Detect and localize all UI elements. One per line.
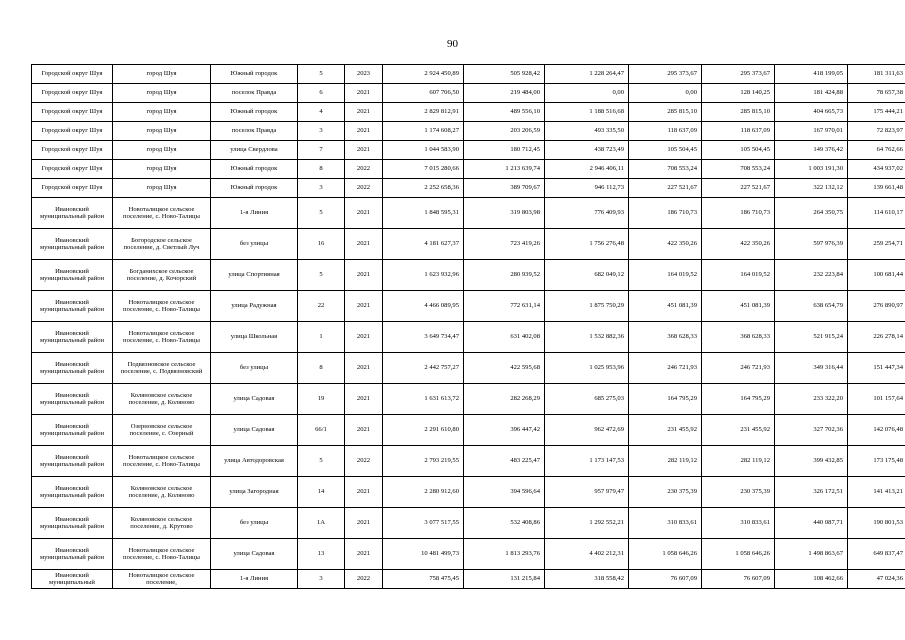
table-cell: улица Свердлова [211, 141, 298, 160]
table-cell: Городской округ Шуя [32, 122, 113, 141]
table-cell: 319 803,98 [464, 198, 545, 229]
table-cell: 164 019,52 [702, 260, 775, 291]
table-cell: без улицы [211, 353, 298, 384]
table-cell: Ивановский муниципальный район [32, 446, 113, 477]
table-cell: без улицы [211, 508, 298, 539]
table-cell: Городской округ Шуя [32, 160, 113, 179]
table-cell: 118 637,09 [702, 122, 775, 141]
table-cell: 0,00 [545, 84, 629, 103]
table-cell: Ивановский муниципальный район [32, 508, 113, 539]
table-cell: 282 119,12 [629, 446, 702, 477]
table-cell: 128 140,25 [702, 84, 775, 103]
table-cell: 186 710,73 [629, 198, 702, 229]
table-cell: Южный городок [211, 179, 298, 198]
table-cell: 139 661,48 [848, 179, 905, 198]
table-cell: Ивановский муниципальный [32, 570, 113, 589]
table-row [32, 322, 905, 353]
table-cell: 1 532 882,36 [545, 322, 629, 353]
table-cell: 2021 [345, 508, 383, 539]
table-cell: 4 181 627,37 [383, 229, 464, 260]
table-cell: 227 521,67 [702, 179, 775, 198]
table-row [32, 229, 905, 260]
table-cell: 203 206,59 [464, 122, 545, 141]
table-cell: 394 596,64 [464, 477, 545, 508]
table-cell: 285 815,10 [629, 103, 702, 122]
table-cell: 19 [298, 384, 345, 415]
table-cell: 282 119,12 [702, 446, 775, 477]
table-cell: 230 375,39 [702, 477, 775, 508]
table-cell: 3 [298, 179, 345, 198]
table-cell: 114 610,17 [848, 198, 905, 229]
table-cell: улица Загородная [211, 477, 298, 508]
table-cell: 776 409,93 [545, 198, 629, 229]
table-cell: Городской округ Шуя [32, 141, 113, 160]
table-cell: Ивановский муниципальный район [32, 384, 113, 415]
table-row [32, 384, 905, 415]
table-cell: улица Садовая [211, 539, 298, 570]
table-cell: 246 721,93 [702, 353, 775, 384]
table-cell: 1 292 552,21 [545, 508, 629, 539]
table-cell: 2 291 610,80 [383, 415, 464, 446]
table-cell: 2021 [345, 384, 383, 415]
table-cell: 772 631,14 [464, 291, 545, 322]
table-cell: 181 424,88 [775, 84, 848, 103]
table-cell: 708 553,24 [702, 160, 775, 179]
table-cell: 1 003 191,30 [775, 160, 848, 179]
table-row [32, 415, 905, 446]
table-cell: 685 275,03 [545, 384, 629, 415]
table-cell: 1 813 293,76 [464, 539, 545, 570]
table-cell: 708 553,24 [629, 160, 702, 179]
table-cell: 434 937,02 [848, 160, 905, 179]
table-cell: 396 447,42 [464, 415, 545, 446]
table-cell: 521 915,24 [775, 322, 848, 353]
table-cell: 2 442 757,27 [383, 353, 464, 384]
table-cell: 438 723,49 [545, 141, 629, 160]
table-cell: 1 875 750,29 [545, 291, 629, 322]
table-cell: 1 228 264,47 [545, 65, 629, 84]
table-cell: Ивановский муниципальный район [32, 198, 113, 229]
table-cell: 3 077 517,55 [383, 508, 464, 539]
table-cell: 8 [298, 160, 345, 179]
table-cell: 631 402,08 [464, 322, 545, 353]
table-cell: 2022 [345, 160, 383, 179]
table-cell: 2021 [345, 229, 383, 260]
table-cell: 2021 [345, 122, 383, 141]
table-cell: улица Садовая [211, 415, 298, 446]
table-cell: 142 076,48 [848, 415, 905, 446]
table-cell: 2022 [345, 179, 383, 198]
table-cell: 404 665,73 [775, 103, 848, 122]
table-cell: 230 375,39 [629, 477, 702, 508]
table-cell: 7 015 280,66 [383, 160, 464, 179]
table-cell: 1 173 147,53 [545, 446, 629, 477]
table-cell: 2021 [345, 291, 383, 322]
table-cell: 4 466 089,95 [383, 291, 464, 322]
table-cell: 167 970,01 [775, 122, 848, 141]
table-cell: 47 024,36 [848, 570, 905, 589]
table-cell: 638 654,79 [775, 291, 848, 322]
table-cell: 2 252 658,36 [383, 179, 464, 198]
table-cell: 1 025 953,96 [545, 353, 629, 384]
table-cell: 264 350,75 [775, 198, 848, 229]
table-cell: 5 [298, 65, 345, 84]
table-cell: 108 462,66 [775, 570, 848, 589]
table-cell: 682 049,12 [545, 260, 629, 291]
table-cell: Коляновское сельское поселение, д. Коляново [113, 477, 211, 508]
table-cell: 1А [298, 508, 345, 539]
table-cell: 2 280 912,60 [383, 477, 464, 508]
table-row [32, 122, 905, 141]
table-cell: 259 254,71 [848, 229, 905, 260]
table-cell: 66/1 [298, 415, 345, 446]
table-cell: 175 444,21 [848, 103, 905, 122]
table-cell: 349 316,44 [775, 353, 848, 384]
table-cell: 232 223,84 [775, 260, 848, 291]
table-cell: 186 710,73 [702, 198, 775, 229]
table-cell: 422 350,26 [702, 229, 775, 260]
table-cell: 5 [298, 446, 345, 477]
table-cell: 368 628,33 [702, 322, 775, 353]
table-cell: 957 979,47 [545, 477, 629, 508]
table-cell: 318 558,42 [545, 570, 629, 589]
table-cell: 451 081,39 [629, 291, 702, 322]
table-cell: 607 706,50 [383, 84, 464, 103]
table-cell: 422 350,26 [629, 229, 702, 260]
table-cell: Коляновское сельское поселение, д. Коляново [113, 384, 211, 415]
table-cell: 597 976,39 [775, 229, 848, 260]
table-cell: 2021 [345, 353, 383, 384]
table-cell: 2022 [345, 446, 383, 477]
table-cell: 2022 [345, 570, 383, 589]
table-cell: Новоталицкое сельское поселение, [113, 570, 211, 589]
table-cell: 1 188 516,68 [545, 103, 629, 122]
table-row [32, 260, 905, 291]
table-cell: 13 [298, 539, 345, 570]
table-cell: 440 087,71 [775, 508, 848, 539]
table-cell: Ивановский муниципальный район [32, 353, 113, 384]
table-cell: 105 504,45 [629, 141, 702, 160]
table-cell: 0,00 [629, 84, 702, 103]
table-row [32, 103, 905, 122]
table-cell: 2021 [345, 103, 383, 122]
table-cell: Ивановский муниципальный район [32, 322, 113, 353]
table-cell: 2021 [345, 539, 383, 570]
table-cell: 295 373,67 [629, 65, 702, 84]
table-cell: 2021 [345, 198, 383, 229]
table-cell: Коляновское сельское поселение, д. Крутово [113, 508, 211, 539]
table-cell: 326 172,51 [775, 477, 848, 508]
table-cell: 1 058 646,26 [629, 539, 702, 570]
table-cell: 389 709,67 [464, 179, 545, 198]
table-cell: улица Автодоровская [211, 446, 298, 477]
table-row [32, 539, 905, 570]
table-cell: 1-я Линия [211, 570, 298, 589]
table-cell: 1 044 583,90 [383, 141, 464, 160]
table-row [32, 65, 905, 84]
table-cell: улица Радужная [211, 291, 298, 322]
table-cell: 164 795,29 [629, 384, 702, 415]
table-cell: 64 762,66 [848, 141, 905, 160]
table-cell: 164 019,52 [629, 260, 702, 291]
table-cell: 231 455,92 [702, 415, 775, 446]
table-cell: 14 [298, 477, 345, 508]
table-cell: 22 [298, 291, 345, 322]
table-row [32, 446, 905, 477]
table-cell: 4 402 212,31 [545, 539, 629, 570]
table-cell: 180 712,45 [464, 141, 545, 160]
table-cell: 1 848 595,31 [383, 198, 464, 229]
table-cell: 649 837,47 [848, 539, 905, 570]
table-cell: 1 631 613,72 [383, 384, 464, 415]
table-cell: Новоталицкое сельское поселение, с. Ново-Талицы [113, 322, 211, 353]
table-cell: Ивановский муниципальный район [32, 291, 113, 322]
table-row [32, 198, 905, 229]
table-row [32, 179, 905, 198]
table-cell: Богданихское сельское поселение, д. Кочорский [113, 260, 211, 291]
table-cell: Ивановский муниципальный район [32, 229, 113, 260]
table-cell: 276 890,97 [848, 291, 905, 322]
table-cell: 1 498 863,67 [775, 539, 848, 570]
table-cell: 141 413,21 [848, 477, 905, 508]
table-cell: город Шуя [113, 160, 211, 179]
table-cell: 2 946 406,11 [545, 160, 629, 179]
table-cell: 4 [298, 103, 345, 122]
table-cell: 723 419,26 [464, 229, 545, 260]
table-cell: 1-я Линия [211, 198, 298, 229]
table-cell: 310 833,61 [629, 508, 702, 539]
table-cell: 226 278,14 [848, 322, 905, 353]
table-cell: город Шуя [113, 103, 211, 122]
table-cell: Новоталицкое сельское поселение, с. Ново-Талицы [113, 446, 211, 477]
table-cell: 2 829 812,91 [383, 103, 464, 122]
table-cell: Южный городок [211, 103, 298, 122]
table-cell: улица Садовая [211, 384, 298, 415]
table-cell: 280 939,52 [464, 260, 545, 291]
table-cell: Южный городок [211, 160, 298, 179]
table-cell: улица Спортивная [211, 260, 298, 291]
table-cell: 399 432,85 [775, 446, 848, 477]
table-cell: Озерновское сельское поселение, с. Озерный [113, 415, 211, 446]
table-cell: 190 801,53 [848, 508, 905, 539]
table-cell: поселок Правда [211, 122, 298, 141]
table-cell: 1 756 276,48 [545, 229, 629, 260]
table-cell: 322 132,12 [775, 179, 848, 198]
table-cell: 962 472,69 [545, 415, 629, 446]
table-cell: 151 447,34 [848, 353, 905, 384]
table-cell: Новоталицкое сельское поселение, с. Ново-Талицы [113, 198, 211, 229]
table-cell: 310 833,61 [702, 508, 775, 539]
table-cell: 100 681,44 [848, 260, 905, 291]
table-cell: 2021 [345, 84, 383, 103]
table-cell: 532 408,86 [464, 508, 545, 539]
table-row [32, 84, 905, 103]
table-cell: 2021 [345, 141, 383, 160]
table-cell: 327 702,36 [775, 415, 848, 446]
table-cell: 3 649 734,47 [383, 322, 464, 353]
table-cell: 105 504,45 [702, 141, 775, 160]
table-cell: 2 793 219,55 [383, 446, 464, 477]
table-cell: 181 311,63 [848, 65, 905, 84]
table-row [32, 160, 905, 179]
table-cell: 2021 [345, 260, 383, 291]
table-cell: 418 199,05 [775, 65, 848, 84]
table-cell: Новоталицкое сельское поселение, с. Ново-Талицы [113, 291, 211, 322]
table-cell: 2 924 450,89 [383, 65, 464, 84]
table-cell: 118 637,09 [629, 122, 702, 141]
table-cell: 1 [298, 322, 345, 353]
table-cell: Городской округ Шуя [32, 65, 113, 84]
table-cell: 233 322,20 [775, 384, 848, 415]
table-cell: 489 556,10 [464, 103, 545, 122]
table-cell: 1 623 932,96 [383, 260, 464, 291]
table-cell: 1 058 646,26 [702, 539, 775, 570]
data-table [31, 64, 905, 589]
table-cell: 285 815,10 [702, 103, 775, 122]
table-cell: 101 157,64 [848, 384, 905, 415]
table-cell: Южный городок [211, 65, 298, 84]
table-cell: улица Школьная [211, 322, 298, 353]
table-cell: 7 [298, 141, 345, 160]
table-cell: город Шуя [113, 141, 211, 160]
table-cell: Подвязновское сельское поселение, с. Подвязновский [113, 353, 211, 384]
table-cell: 227 521,67 [629, 179, 702, 198]
table-cell: без улицы [211, 229, 298, 260]
table-cell: 946 112,73 [545, 179, 629, 198]
table-cell: Городской округ Шуя [32, 103, 113, 122]
table-cell: Богородское сельское поселение, д. Светлый Луч [113, 229, 211, 260]
table-cell: 5 [298, 198, 345, 229]
table-cell: 72 823,97 [848, 122, 905, 141]
table-cell: Городской округ Шуя [32, 84, 113, 103]
table-cell: Ивановский муниципальный район [32, 260, 113, 291]
table-cell: город Шуя [113, 65, 211, 84]
table-cell: Городской округ Шуя [32, 179, 113, 198]
page-number: 90 [447, 38, 458, 50]
table-cell: город Шуя [113, 179, 211, 198]
table-cell: 2021 [345, 415, 383, 446]
table-cell: Ивановский муниципальный район [32, 415, 113, 446]
table-cell: 6 [298, 84, 345, 103]
table-cell: 76 607,09 [702, 570, 775, 589]
table-cell: 10 481 499,73 [383, 539, 464, 570]
table-row [32, 141, 905, 160]
table-cell: 2021 [345, 477, 383, 508]
table-cell: 219 484,00 [464, 84, 545, 103]
table-cell: 3 [298, 122, 345, 141]
table-row [32, 508, 905, 539]
table-cell: город Шуя [113, 122, 211, 141]
table-cell: 422 595,68 [464, 353, 545, 384]
table-cell: 2021 [345, 322, 383, 353]
table-cell: 295 373,67 [702, 65, 775, 84]
table-row [32, 477, 905, 508]
table-cell: 483 225,47 [464, 446, 545, 477]
table-row [32, 353, 905, 384]
table-cell: Ивановский муниципальный район [32, 539, 113, 570]
table-cell: 3 [298, 570, 345, 589]
table-cell: 173 175,48 [848, 446, 905, 477]
table-cell: 505 928,42 [464, 65, 545, 84]
table-cell: 493 335,50 [545, 122, 629, 141]
table-cell: 246 721,93 [629, 353, 702, 384]
table-cell: поселок Правда [211, 84, 298, 103]
table-row [32, 291, 905, 322]
table-cell: 368 628,33 [629, 322, 702, 353]
table-row [32, 570, 905, 589]
table-cell: 16 [298, 229, 345, 260]
table-cell: 451 081,39 [702, 291, 775, 322]
table-cell: 76 607,09 [629, 570, 702, 589]
table-cell: 758 475,45 [383, 570, 464, 589]
table-cell: 2023 [345, 65, 383, 84]
table-cell: 282 268,29 [464, 384, 545, 415]
table-cell: 231 455,92 [629, 415, 702, 446]
table-cell: 8 [298, 353, 345, 384]
table-cell: 78 657,38 [848, 84, 905, 103]
table-cell: 1 174 608,27 [383, 122, 464, 141]
table-cell: 1 213 639,74 [464, 160, 545, 179]
table-cell: 5 [298, 260, 345, 291]
table-cell: 131 215,84 [464, 570, 545, 589]
table-cell: Ивановский муниципальный район [32, 477, 113, 508]
table-cell: 164 795,29 [702, 384, 775, 415]
table-cell: город Шуя [113, 84, 211, 103]
table-cell: 149 376,42 [775, 141, 848, 160]
table-cell: Новоталицкое сельское поселение, с. Ново-Талицы [113, 539, 211, 570]
